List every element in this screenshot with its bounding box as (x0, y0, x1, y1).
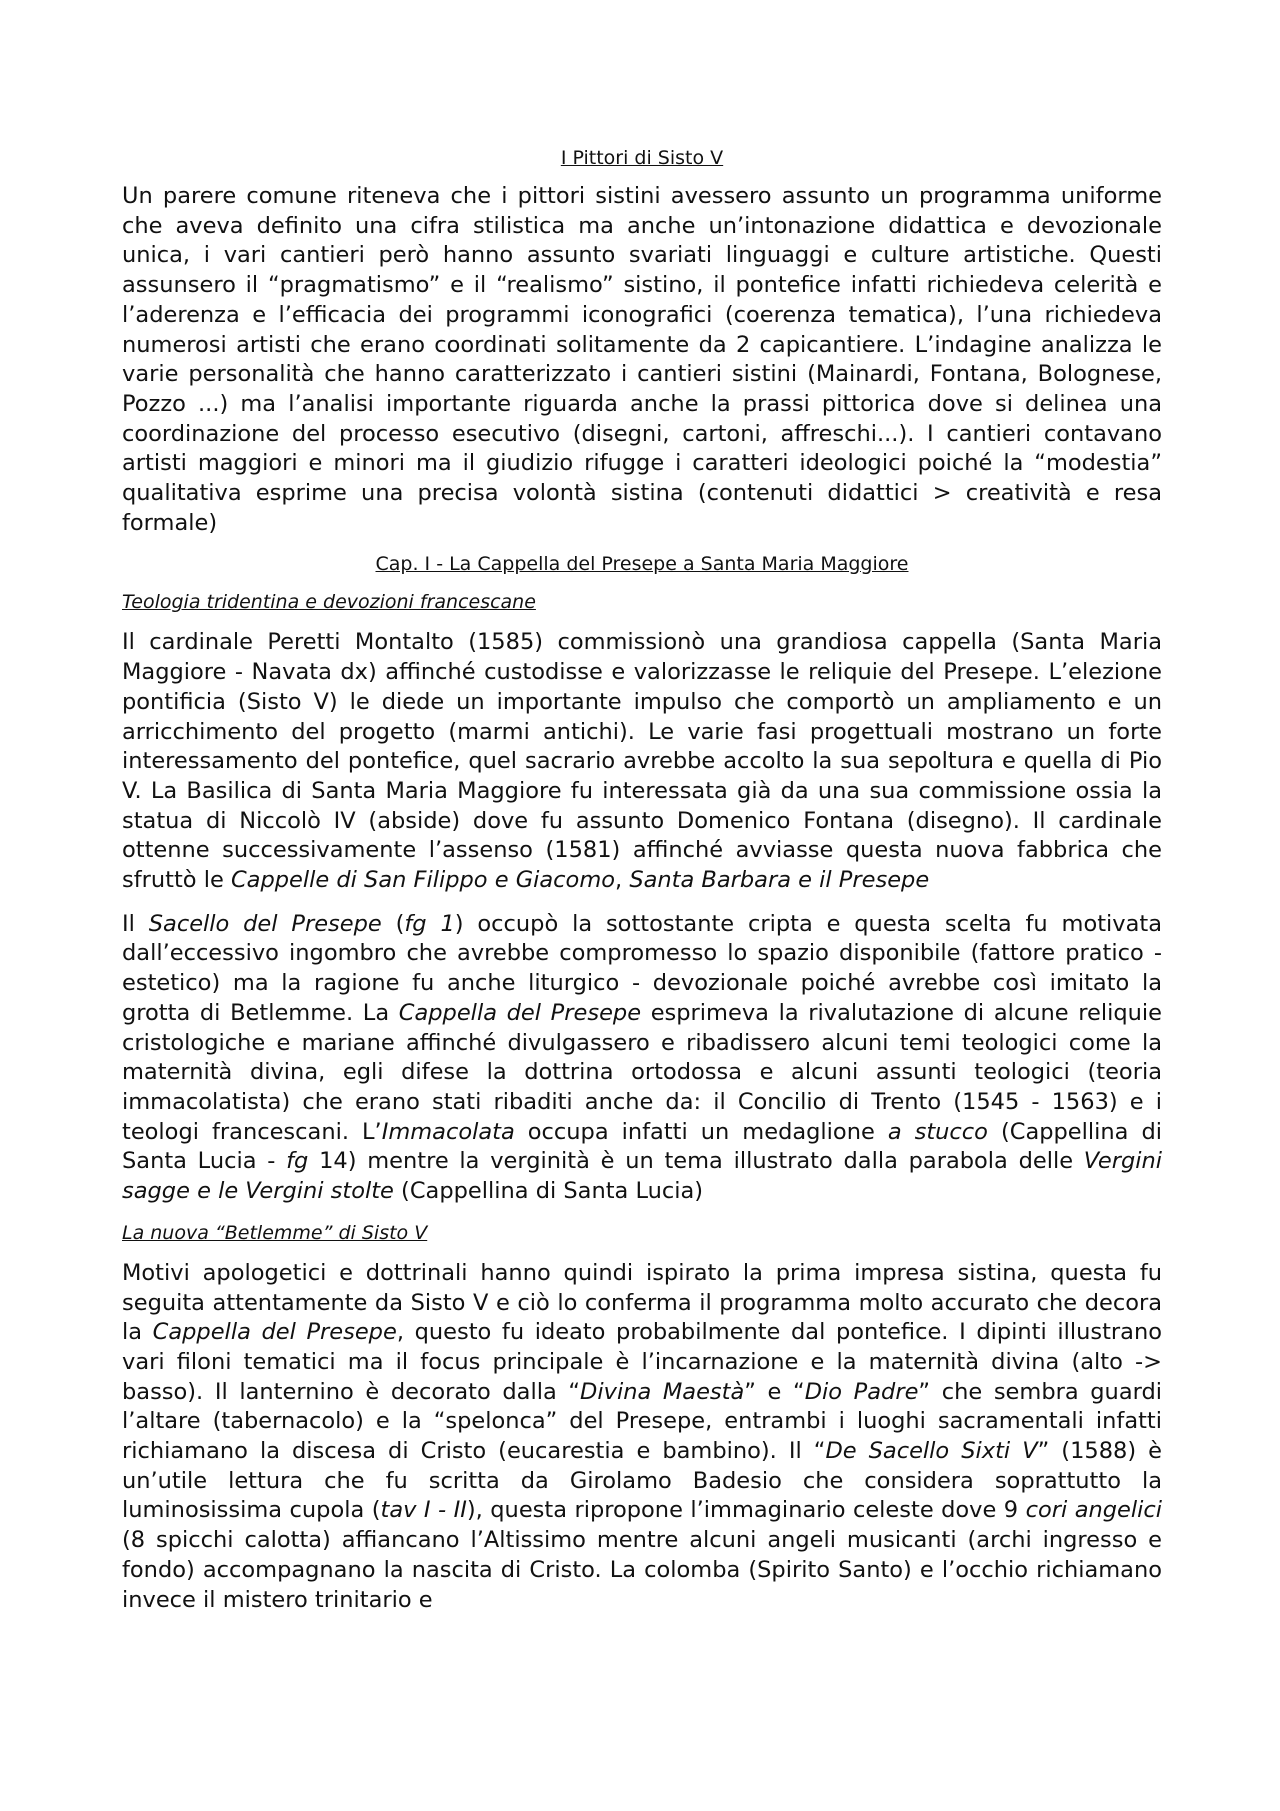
text-run: ” e “ (744, 1378, 805, 1405)
document-page (122, 146, 1162, 1629)
text-run: , questo fu ideato probabilmente dal pontefice. I dipinti illustrano vari filoni tematici ma il focus principale è l’incarnazione e la maternità divina (alto -> basso). Il lanternino è decorato dalla “ (122, 1319, 1162, 1405)
text-run: esprimeva la rivalutazione di alcune reliquie cristologiche e mariane affinché divulgassero e ribadissero alcuni temi teologici come la maternità divina, egli difese la dottrina ortodossa e alcuni assunti teologici (teoria immacolatista) che erano stati ribaditi anche da: il Concilio di Trento (1545 - 1563) e i teologi francescani. L’ (122, 999, 1162, 1145)
text-run: (8 spicchi calotta) affiancano l’Altissimo mentre alcuni angeli musicanti (archi ingresso e fondo) accompagnano la nascita di Cristo. La colomba (Spirito Santo) e l’occhio richiamano invece il mistero trinitario e (122, 1527, 1162, 1613)
italic-text-run: Cappella del Presepe (152, 1319, 397, 1346)
text-run: Il cardinale Peretti Montalto (1585) commissionò una grandiosa cappella (Santa Maria Maggiore - Navata dx) affinché custodisse e valorizzasse le reliquie del Presepe. L’elezione pontificia (Sisto V) le diede un importante impulso che comportò un ampliamento e un arricchimento del progetto (marmi antichi). Le varie fasi progettuali mostrano un forte interessamento del pontefice, quel sacrario avrebbe accolto la sua sepoltura e quella di Pio V. La Basilica di Santa Maria Maggiore fu interessata già da una sua commissione ossia la statua di Niccolò IV (abside) dove fu assunto Domenico Fontana (disegno). Il cardinale ottenne successivamente l’assenso (1581) affinché avviasse questa nuova fabbrica che sfruttò le (122, 629, 1162, 894)
italic-text-run: Cappella del Presepe (398, 999, 642, 1026)
text-run: , (615, 867, 630, 894)
text-run: ” (1588) è un’utile lettura che fu scritta da Girolamo Badesio che considera soprattutto la luminosissima cupola ( (122, 1438, 1162, 1524)
text-run: ), questa ripropone l’immaginario celeste dove 9 (466, 1497, 1026, 1524)
section1-paragraph-2 (122, 910, 1162, 1207)
text-run: (Cappellina di Santa Lucia) (393, 1178, 704, 1205)
italic-text-run: Cappelle di San Filippo e Giacomo (230, 867, 616, 894)
intro-paragraph (122, 182, 1162, 538)
text-run: Motivi apologetici e dottrinali hanno quindi ispirato la prima impresa sistina, questa fu seguita attentamente da Sisto V e ciò lo conferma il programma molto accurato che decora la (122, 1259, 1162, 1346)
italic-text-run: Divina Maestà (580, 1378, 745, 1405)
text-run: 14) mentre la verginità è un tema illustrato dalla parabola delle (308, 1148, 1084, 1175)
text-run: Un parere comune riteneva che i pittori sistini avessero assunto un programma uniforme che aveva definito una cifra stilistica ma anche un’intonazione didattica e devozionale unica, i vari cantieri però hanno assunto svariati linguaggi e culture artistiche. Questi assunsero il “pragmatismo” e il “realismo” sistino, il pontefice infatti richiedeva celerità e l’aderenza e l’efficacia dei programmi iconografici (coerenza tematica), l’una richiedeva numerosi artisti che erano coordinati solitamente da 2 capicantiere. L’indagine analizza le varie personalità che hanno caratterizzato i cantieri sistini (Mainardi, Fontana, Bolognese, Pozzo ...) ma l’analisi importante riguarda anche la prassi pittorica dove si delinea una coordinazione del processo esecutivo (disegni, cartoni, affreschi...). I cantieri contavano artisti maggiori e minori ma il giudizio rifugge i caratteri ideologici poiché la “modestia” qualitativa esprime una precisa volontà sistina (contenuti didattici > creatività e resa formale) (122, 183, 1162, 536)
text-run: ( (381, 910, 405, 937)
italic-text-run: Vergini sagge e le Vergini stolte (122, 1148, 1162, 1205)
chapter-title: Cap. I - La Cappella del Presepe a Santa Maria Maggiore (375, 553, 909, 576)
document-title: I Pittori di Sisto V (560, 147, 724, 169)
italic-text-run: Dio Padre (804, 1378, 919, 1405)
section-title-teologia: Teologia tridentina e devozioni francescane (122, 591, 536, 614)
italic-text-run: cori angelici (1025, 1497, 1162, 1524)
italic-text-run: Sacello del Presepe (148, 910, 382, 937)
section1-paragraph-1 (122, 628, 1162, 895)
text-run: ) occupò la sottostante cripta e questa scelta fu motivata dall’eccessivo ingombro che avrebbe compromesso lo spazio disponibile (fattore pratico - estetico) ma la ragione fu anche liturgico - devozionale poiché avrebbe così imitato la grotta di Betlemme. La (122, 910, 1163, 1026)
text-run: ” che sembra guardi l’altare (tabernacolo) e la “spelonca” del Presepe, entrambi i luoghi sacramentali infatti richiamano la discesa di Cristo (eucarestia e bambino). Il “ (122, 1378, 1162, 1465)
italic-text-run: fg (286, 1148, 309, 1175)
italic-text-run: Santa Barbara e il Presepe (629, 867, 930, 894)
text-run: Il (122, 910, 149, 937)
section-title-betlemme: La nuova “Betlemme” di Sisto V (122, 1221, 428, 1244)
italic-text-run: De Sacello Sixti V (825, 1438, 1038, 1465)
text-run: (Cappellina di Santa Lucia - (122, 1118, 1162, 1175)
italic-text-run: tav I - II (380, 1497, 467, 1524)
text-run: occupa infatti un medaglione (514, 1118, 888, 1145)
section2-paragraph-1 (122, 1259, 1162, 1615)
italic-text-run: Immacolata (381, 1118, 515, 1145)
italic-text-run: a stucco (887, 1118, 988, 1145)
italic-text-run: fg 1 (404, 910, 455, 937)
